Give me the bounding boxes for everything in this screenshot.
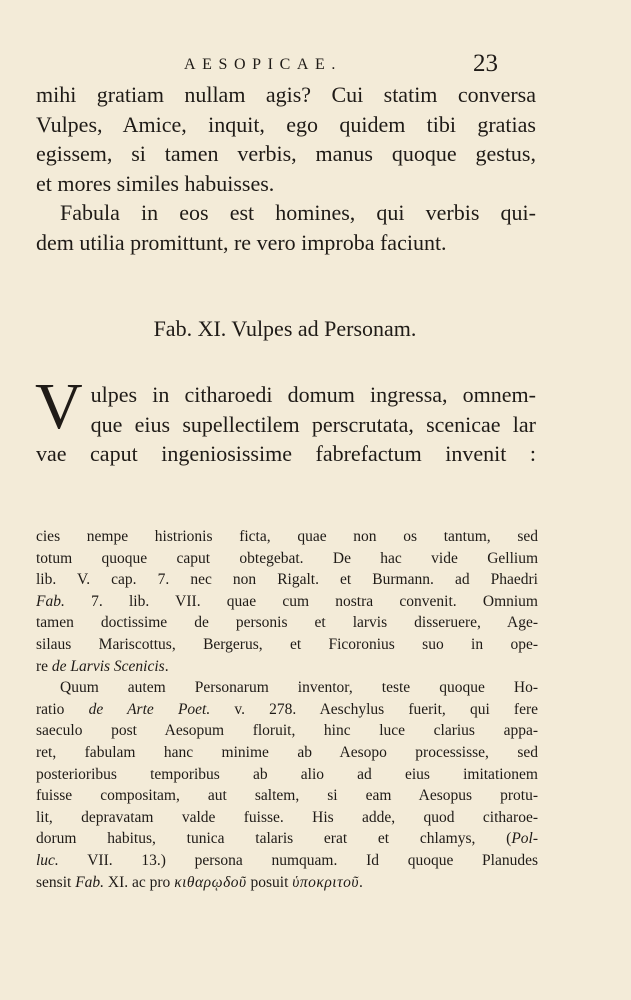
note-text: 7. lib. VII. quae cum nostra convenit. Omnium [64, 592, 538, 610]
note-text: ratio [36, 700, 89, 718]
moral-line: dem utilia promittunt, re vero improba faciunt. [36, 229, 447, 255]
note-line [36, 656, 538, 678]
fable-line: vae caput ingeniosissime fabrefactum invenit : [36, 441, 536, 466]
note-text: posuit [246, 873, 293, 891]
greek-word: ὑποκριτοῦ [292, 873, 360, 891]
note-line: lib. V. cap. 7. nec non Rigalt. et Burmann. ad Phaedri [36, 571, 538, 589]
note-italic: de Arte Poet. [88, 700, 211, 718]
note-italic: de Larvis Scenicis [51, 657, 165, 675]
note-line: silaus Mariscottus, Bergerus, et Ficoronius suo in ope- [36, 635, 538, 653]
note-line [36, 591, 538, 613]
text-line: Vulpes, Amice, inquit, ego quidem tibi gratias [36, 111, 536, 137]
text-line: mihi gratiam nullam agis? Cui statim conversa [36, 82, 536, 107]
note-line: totum quoque caput obtegebat. De hac vide Gellium [36, 549, 538, 567]
fable-body [35, 370, 536, 469]
drop-cap: V [35, 370, 83, 443]
moral-line: Fabula in eos est homines, qui verbis qui- [60, 200, 536, 225]
running-title: AESOPICAE. [184, 56, 343, 73]
note-line [36, 850, 538, 872]
note-italic: luc. [36, 851, 59, 869]
text-line: et mores similes habuisses. [36, 170, 275, 196]
greek-word: κιθαρῳδοῦ [174, 873, 247, 891]
page-number: 23 [473, 50, 498, 77]
note-italic: Pol- [511, 830, 538, 848]
note-italic: Fab. [36, 592, 65, 610]
note-line: fuisse compositam, aut saltem, si eam Aesopus protu- [36, 787, 538, 805]
note-text: . [359, 873, 363, 891]
note-line: ret, fabulam hanc minime ab Aesopo processisse, sed [36, 743, 538, 761]
note-text: VII. 13.) persona numquam. Id quoque Planudes [58, 851, 538, 869]
text-line: egissem, si tamen verbis, manus quoque gestus, [36, 141, 536, 166]
note-line [36, 828, 538, 850]
fable-line: que eius supellectilem perscrutata, scenicae lar [90, 411, 536, 437]
note-text: sensit [36, 873, 76, 891]
note-line: saeculo post Aesopum floruit, hinc luce clarius appa- [36, 722, 538, 740]
fable-line: ulpes in citharoedi domum ingressa, omnem- [90, 382, 536, 407]
note-line [36, 699, 538, 721]
note-line: Quum autem Personarum inventor, teste quoque Ho- [60, 679, 538, 697]
note-text: XI. ac pro [104, 873, 175, 891]
note-line: cies nempe histrionis ficta, quae non os tantum, sed [36, 528, 538, 545]
note-text: v. 278. Aeschylus fuerit, qui fere [210, 700, 538, 718]
note-italic: Fab. [75, 873, 105, 891]
note-text: dorum habitus, tunica talaris erat et chlamys, ( [36, 830, 512, 848]
note-line [36, 872, 538, 894]
note-line: posterioribus temporibus ab alio ad eius imitationem [36, 765, 538, 783]
note-line: lit, depravatam valde fuisse. His adde, quod citharoe- [36, 808, 538, 826]
running-head [36, 50, 536, 82]
fable-x-ending [36, 80, 536, 257]
footnotes [36, 526, 538, 893]
note-text: re [36, 657, 52, 675]
note-text: . [164, 657, 169, 675]
fable-heading: Fab. XI. Vulpes ad Personam. [153, 316, 417, 341]
note-line: tamen doctissime de personis et larvis disseruere, Age- [36, 614, 538, 632]
